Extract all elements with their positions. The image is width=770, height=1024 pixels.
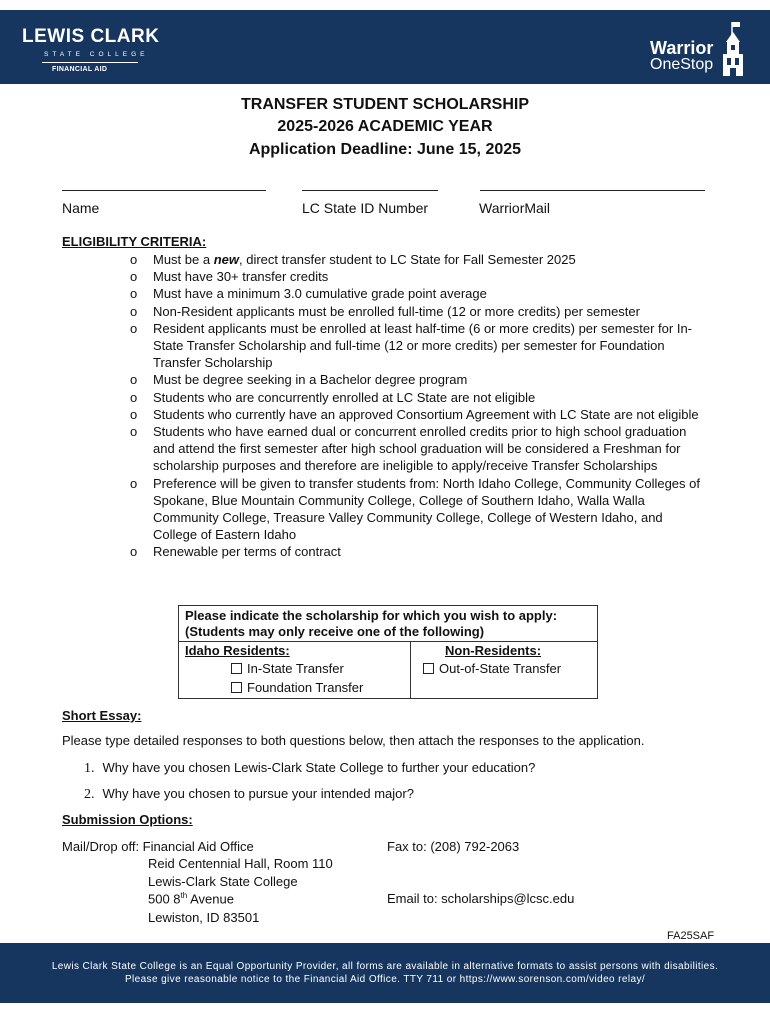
criterion-text: Must have 30+ transfer credits (153, 269, 329, 285)
email-address[interactable]: Email to: scholarships@lcsc.edu (387, 891, 575, 906)
checkbox-icon[interactable] (231, 682, 242, 693)
foundation-label: Foundation Transfer (247, 680, 364, 695)
list-item (130, 320, 710, 372)
list-item (130, 389, 710, 406)
bullet-icon: o (130, 544, 138, 560)
criterion-text: Must have a minimum 3.0 cumulative grade point average (153, 286, 487, 302)
tower-icon (718, 20, 748, 78)
bullet-icon: o (130, 286, 138, 302)
list-item (130, 423, 710, 475)
criterion-text: Students who currently have an approved Consortium Agreement with LC State are not eligible (153, 406, 699, 422)
submission-heading: Submission Options: (62, 812, 193, 827)
bullet-icon: o (130, 303, 138, 319)
criterion-emphasis: new (213, 252, 239, 267)
essay-instructions: Please type detailed responses to both questions below, then attach the responses to the application. (62, 733, 645, 748)
lcsc-logo-rule (42, 62, 138, 63)
bullet-icon: o (130, 475, 138, 491)
criterion-text: Students who have earned dual or concurrent enrolled credits prior to high school graduation and attend the first semester after high school graduation will be considered a Freshman for scholarship purposes and therefore are ineligible to apply/receive Transfer Scholarships (153, 424, 687, 474)
address-line (148, 891, 234, 906)
bullet-icon: o (130, 389, 138, 405)
checkbox-icon[interactable] (231, 663, 242, 674)
question-number: 1. (84, 761, 95, 776)
foundation-option[interactable] (231, 680, 363, 695)
list-item (130, 475, 710, 544)
checkbox-icon[interactable] (423, 663, 434, 674)
list-item (130, 268, 710, 285)
form-title: TRANSFER STUDENT SCHOLARSHIP (240, 96, 529, 113)
id-field-line[interactable] (302, 190, 438, 191)
application-deadline: Application Deadline: June 15, 2025 (248, 141, 522, 158)
lcsc-logo-dept: FINANCIAL AID (52, 66, 108, 73)
warriormail-field-line[interactable] (480, 190, 705, 191)
id-label: LC State ID Number (302, 200, 429, 216)
footer-line1: Lewis Clark State College is an Equal Opportunity Provider, all forms are available in alternative formats to assist persons with disabilities. (51, 961, 719, 972)
criterion-text: Preference will be given to transfer students from: North Idaho College, Community Colleges of Spokane, Blue Mountain Community College, College of Southern Idaho, Walla Walla Community College, Treasure Valley Community College, College of Western Idaho, and College of Eastern Idaho (153, 475, 700, 543)
idaho-residents-heading: Idaho Residents: (185, 643, 290, 658)
criterion-text: Must be a (153, 252, 214, 267)
bullet-icon: o (130, 320, 138, 336)
list-item (130, 251, 710, 268)
in-state-label: In-State Transfer (247, 661, 344, 676)
out-of-state-option[interactable] (423, 661, 561, 676)
address-suffix: th (180, 891, 188, 900)
list-item (130, 285, 710, 302)
address-line: Reid Centennial Hall, Room 110 (148, 856, 333, 871)
box-divider (179, 641, 597, 642)
selection-line2: (Students may only receive one of the following) (185, 624, 485, 639)
form-code: FA25SAF (667, 930, 715, 942)
bullet-icon: o (130, 406, 138, 422)
criterion-text: Students who are concurrently enrolled at LC State are not eligible (153, 389, 536, 405)
essay-question-1 (84, 760, 535, 777)
criterion-text: Renewable per terms of contract (153, 544, 341, 560)
essay-heading: Short Essay: (62, 708, 142, 723)
question-text: Why have you chosen Lewis-Clark State College to further your education? (102, 760, 536, 775)
non-residents-heading: Non-Residents: (445, 643, 542, 658)
lcsc-logo-sub: STATE COLLEGE (44, 51, 149, 58)
selection-line1: Please indicate the scholarship for which you wish to apply: (185, 608, 558, 623)
selection-instructions (185, 608, 557, 640)
lcsc-logo (22, 20, 160, 76)
box-column-divider (410, 641, 411, 698)
bullet-icon: o (130, 252, 138, 267)
warrior-onestop-logo (640, 20, 755, 80)
scholarship-selection-box (178, 605, 598, 699)
address-city: Lewiston, ID 83501 (148, 910, 260, 925)
criterion-text: Non-Resident applicants must be enrolled full-time (12 or more credits) per semester (153, 303, 640, 319)
warrior-logo-line2: OneStop (650, 56, 714, 73)
in-state-option[interactable] (231, 661, 344, 676)
address-street: Avenue (187, 891, 234, 907)
criterion-text: Must be degree seeking in a Bachelor degree program (153, 372, 468, 388)
name-field-line[interactable] (62, 190, 266, 191)
footer-band (0, 943, 770, 1003)
warriormail-label: WarriorMail (479, 200, 551, 216)
essay-question-2 (84, 786, 414, 803)
warrior-logo-line1: Warrior (650, 38, 714, 58)
criterion-text: , direct transfer student to LC State for Fall Semester 2025 (239, 252, 576, 267)
criterion-text: Resident applicants must be enrolled at least half-time (6 or more credits) per semester for In-State Transfer Scholarship and full-time (12 or more credits) per semester for Foundation Transfer Scholarship (153, 320, 693, 371)
academic-year: 2025-2026 ACADEMIC YEAR (277, 118, 493, 135)
lcsc-logo-name: LEWIS CLARK (22, 26, 160, 47)
list-item (130, 303, 710, 320)
fax-number: Fax to: (208) 792-2063 (387, 839, 520, 854)
footer-line2: Please give reasonable notice to the Financial Aid Office. TTY 711 or https://www.sorenson.com/video relay/ (124, 974, 646, 985)
address-line: Lewis-Clark State College (148, 874, 298, 889)
out-of-state-label: Out-of-State Transfer (439, 661, 562, 676)
eligibility-heading: ELIGIBILITY CRITERIA: (62, 234, 207, 249)
question-number: 2. (84, 787, 95, 802)
question-text: Why have you chosen to pursue your intended major? (102, 786, 414, 801)
list-item (130, 406, 710, 423)
bullet-icon: o (130, 269, 138, 285)
mail-drop-off: Mail/Drop off: Financial Aid Office (62, 839, 254, 854)
bullet-icon: o (130, 372, 138, 388)
address-number: 500 8 (148, 891, 181, 907)
list-item (130, 371, 710, 388)
eligibility-list (130, 251, 710, 561)
name-label: Name (62, 200, 100, 216)
list-item (130, 543, 710, 560)
bullet-icon: o (130, 424, 138, 440)
